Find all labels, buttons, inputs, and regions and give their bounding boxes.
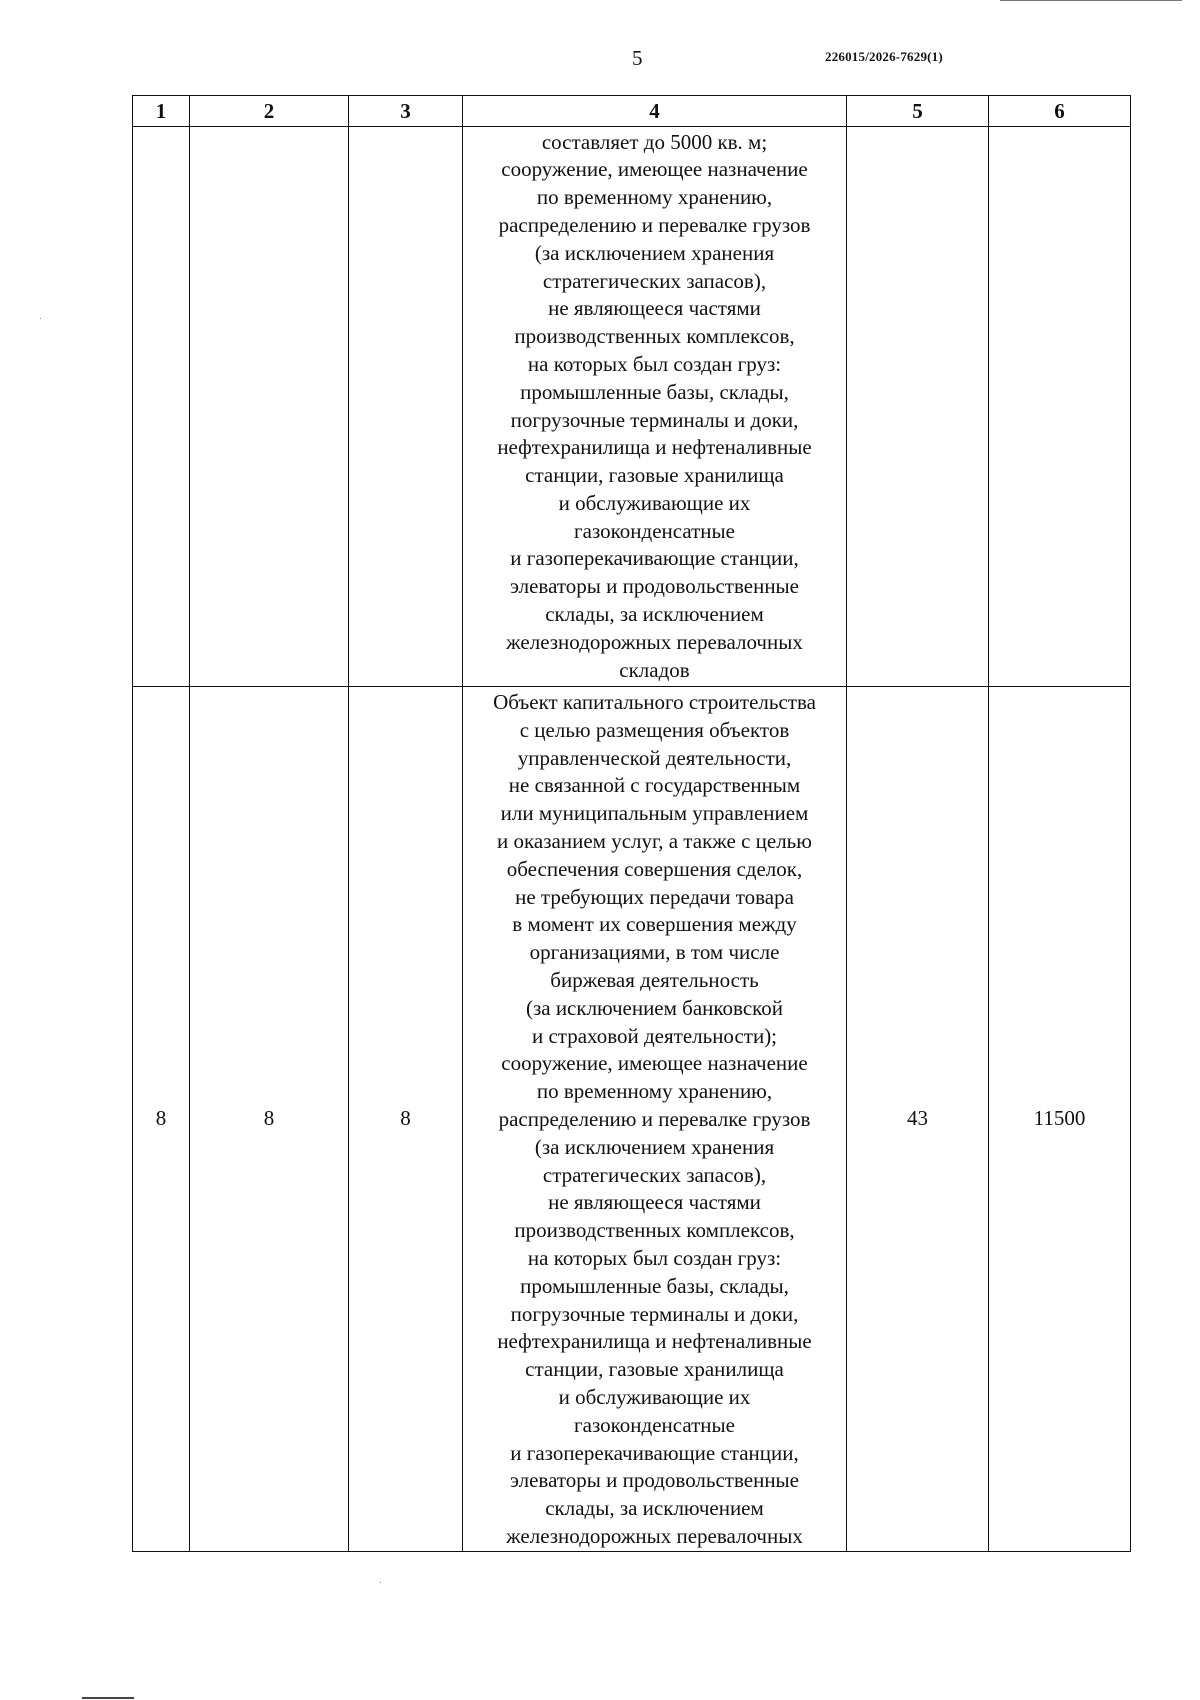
table-cell <box>349 127 463 687</box>
table-cell: 11500 <box>989 687 1131 1552</box>
table-cell: 8 <box>190 687 349 1552</box>
table-header-row <box>133 96 1131 127</box>
page-number: 5 <box>632 46 643 70</box>
scan-speck <box>380 1582 381 1583</box>
land-use-table <box>132 95 1131 1552</box>
column-header: 1 <box>133 96 190 127</box>
table-cell <box>133 127 190 687</box>
column-header: 6 <box>989 96 1131 127</box>
top-edge-mark <box>1000 0 1182 3</box>
table-cell: 43 <box>847 687 989 1552</box>
table-cell: 8 <box>349 687 463 1552</box>
description-cell: составляет до 5000 кв. м; сооружение, имеющее назначение по временному хранению, распределению и перевалке грузов (за исключением хранения стратегических запасов), не являющееся частями производственных комплексов, на которых был создан груз: промышленные базы, склады, погрузочные терминалы и доки, нефтехранилища и нефтеналивные станции, газовые хранилища и обслуживающие их газоконденсатные и газоперекачивающие станции, элеваторы и продовольственные склады, за исключением железнодорожных перевалочных складов <box>463 127 847 687</box>
table-cell: 8 <box>133 687 190 1552</box>
column-header: 5 <box>847 96 989 127</box>
column-header: 3 <box>349 96 463 127</box>
description-cell: Объект капитального строительства с целью размещения объектов управленческой деятельности, не связанной с государственным или муниципальным управлением и оказанием услуг, а также с целью обеспечения совершения сделок, не требующих передачи товара в момент их совершения между организациями, в том числе биржевая деятельность (за исключением банковской и страховой деятельности); сооружение, имеющее назначение по временному хранению, распределению и перевалке грузов (за исключением хранения стратегических запасов), не являющееся частями производственных комплексов, на которых был создан груз: промышленные базы, склады, погрузочные терминалы и доки, нефтехранилища и нефтеналивные станции, газовые хранилища и обслуживающие их газоконденсатные и газоперекачивающие станции, элеваторы и продовольственные склады, за исключением железнодорожных перевалочных <box>463 687 847 1552</box>
column-header: 4 <box>463 96 847 127</box>
table-row <box>133 127 1131 687</box>
table-cell <box>989 127 1131 687</box>
table-cell <box>190 127 349 687</box>
scan-speck <box>40 318 41 319</box>
column-header: 2 <box>190 96 349 127</box>
table-row <box>133 687 1131 1552</box>
document-code: 226015/2026-7629(1) <box>825 49 943 64</box>
table-cell <box>847 127 989 687</box>
bottom-edge-mark <box>82 1697 134 1699</box>
